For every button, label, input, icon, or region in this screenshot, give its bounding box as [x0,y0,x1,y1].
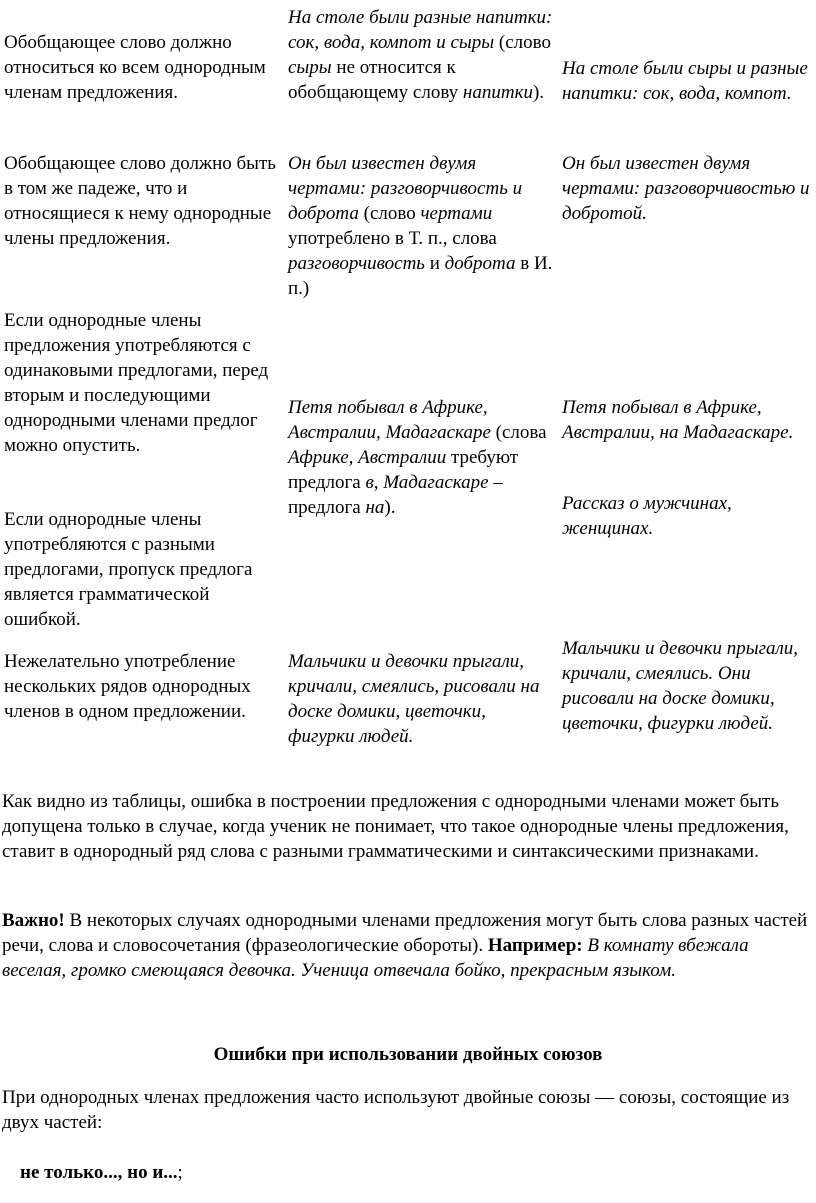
text-run: Африке, Австралии [288,447,447,468]
error-example: Мальчики и девочки прыгали, кричали, смеялись, рисовали на доске домики, цветочки, фигурки людей. [288,651,540,747]
text-run: – предлога [288,472,503,518]
text-run: Он был известен двумя чертами: разговорчивость и доброта [288,153,523,224]
rule-text: Если однородные члены употребляются с разными предлогами, пропуск предлога является грамматической ошибкой. [4,509,253,630]
text-run: употреблено в Т. п., слова [288,228,497,249]
text-run: ). [532,82,545,103]
rule-text: Обобщающее слово должно быть в том же падеже, что и относящиеся к нему однородные члены предложения. [4,153,276,249]
text-run: Петя побывал в Африке, Австралии, Мадагаскаре [288,397,491,443]
text-run: в [365,472,374,493]
example-label: Например: [487,935,583,956]
text-run: ). [384,497,396,518]
list-item [20,1160,816,1185]
paragraph [2,908,814,983]
text-run: и [424,253,445,274]
text-run: чертами [420,203,493,224]
text-run: Мадагаскаре [383,472,489,493]
example-text: В комнату вбежала веселая, громко смеющаяся девочка. Ученица отвечала бойко, прекрасным языком. [2,935,749,981]
error-example [288,151,554,301]
important-label: Важно! [2,910,65,931]
error-example [288,395,554,520]
section-heading: Ошибки при использовании двойных союзов [213,1044,603,1065]
text-run: (слово [494,32,552,53]
text-run: в И. п.) [288,253,553,299]
paragraph: При однородных членах предложения часто используют двойные союзы — союзы, состоящие из двух частей: [2,1087,790,1133]
correct-example: Мальчики и девочки прыгали, кричали, смеялись. Они рисовали на доске домики, цветочки, фигурки людей. [562,638,799,734]
text-run: (слова [490,422,547,443]
text-run: на [365,497,385,518]
correct-example: Он был известен двумя чертами: разговорчивостью и добротой. [562,153,810,224]
error-example [288,5,554,105]
text-run: разговорчивость [288,253,425,274]
text-run: ; [177,1162,183,1183]
text-run: (слово [358,203,421,224]
paragraph: Как видно из таблицы, ошибка в построении предложения с однородными членами может быть допущена только в случае, когда ученик не понимает, что такое однородные члены предложения, ставит в однородный ряд слова с разными грамматическими и синтаксическими признаками. [2,791,789,862]
text-run: сыры [288,57,332,78]
correct-example: На столе были сыры и разные напитки: сок, вода, компот. [562,58,808,104]
rule-text: Если однородные члены предложения употребляются с одинаковыми предлогами, перед вторым и последующими однородными членами предлог можно опустить. [4,310,269,456]
text-run: доброта [444,253,516,274]
rule-text: Нежелательно употребление нескольких рядов однородных членов в одном предложении. [4,651,251,722]
text-run: В некоторых случаях однородными членами предложения могут быть слова разных частей речи, слова и словосочетания (фразеологические обороты). [2,910,808,956]
text-run: не относится к обобщающему слову [288,57,463,103]
text-run: требуют предлога [288,447,519,493]
correct-example: Петя побывал в Африке, Австралии, на Мадагаскаре. [562,397,794,443]
correct-example: Рассказ о мужчинах, женщинах. [562,493,732,539]
rule-text: Обобщающее слово должно относиться ко всем однородным членам предложения. [4,32,266,103]
text-run: , [373,472,384,493]
text-run: напитки [462,82,533,103]
text-run: На столе были разные напитки: сок, вода, компот и сыры [288,7,553,53]
conjunction: не только..., но и... [20,1162,178,1183]
